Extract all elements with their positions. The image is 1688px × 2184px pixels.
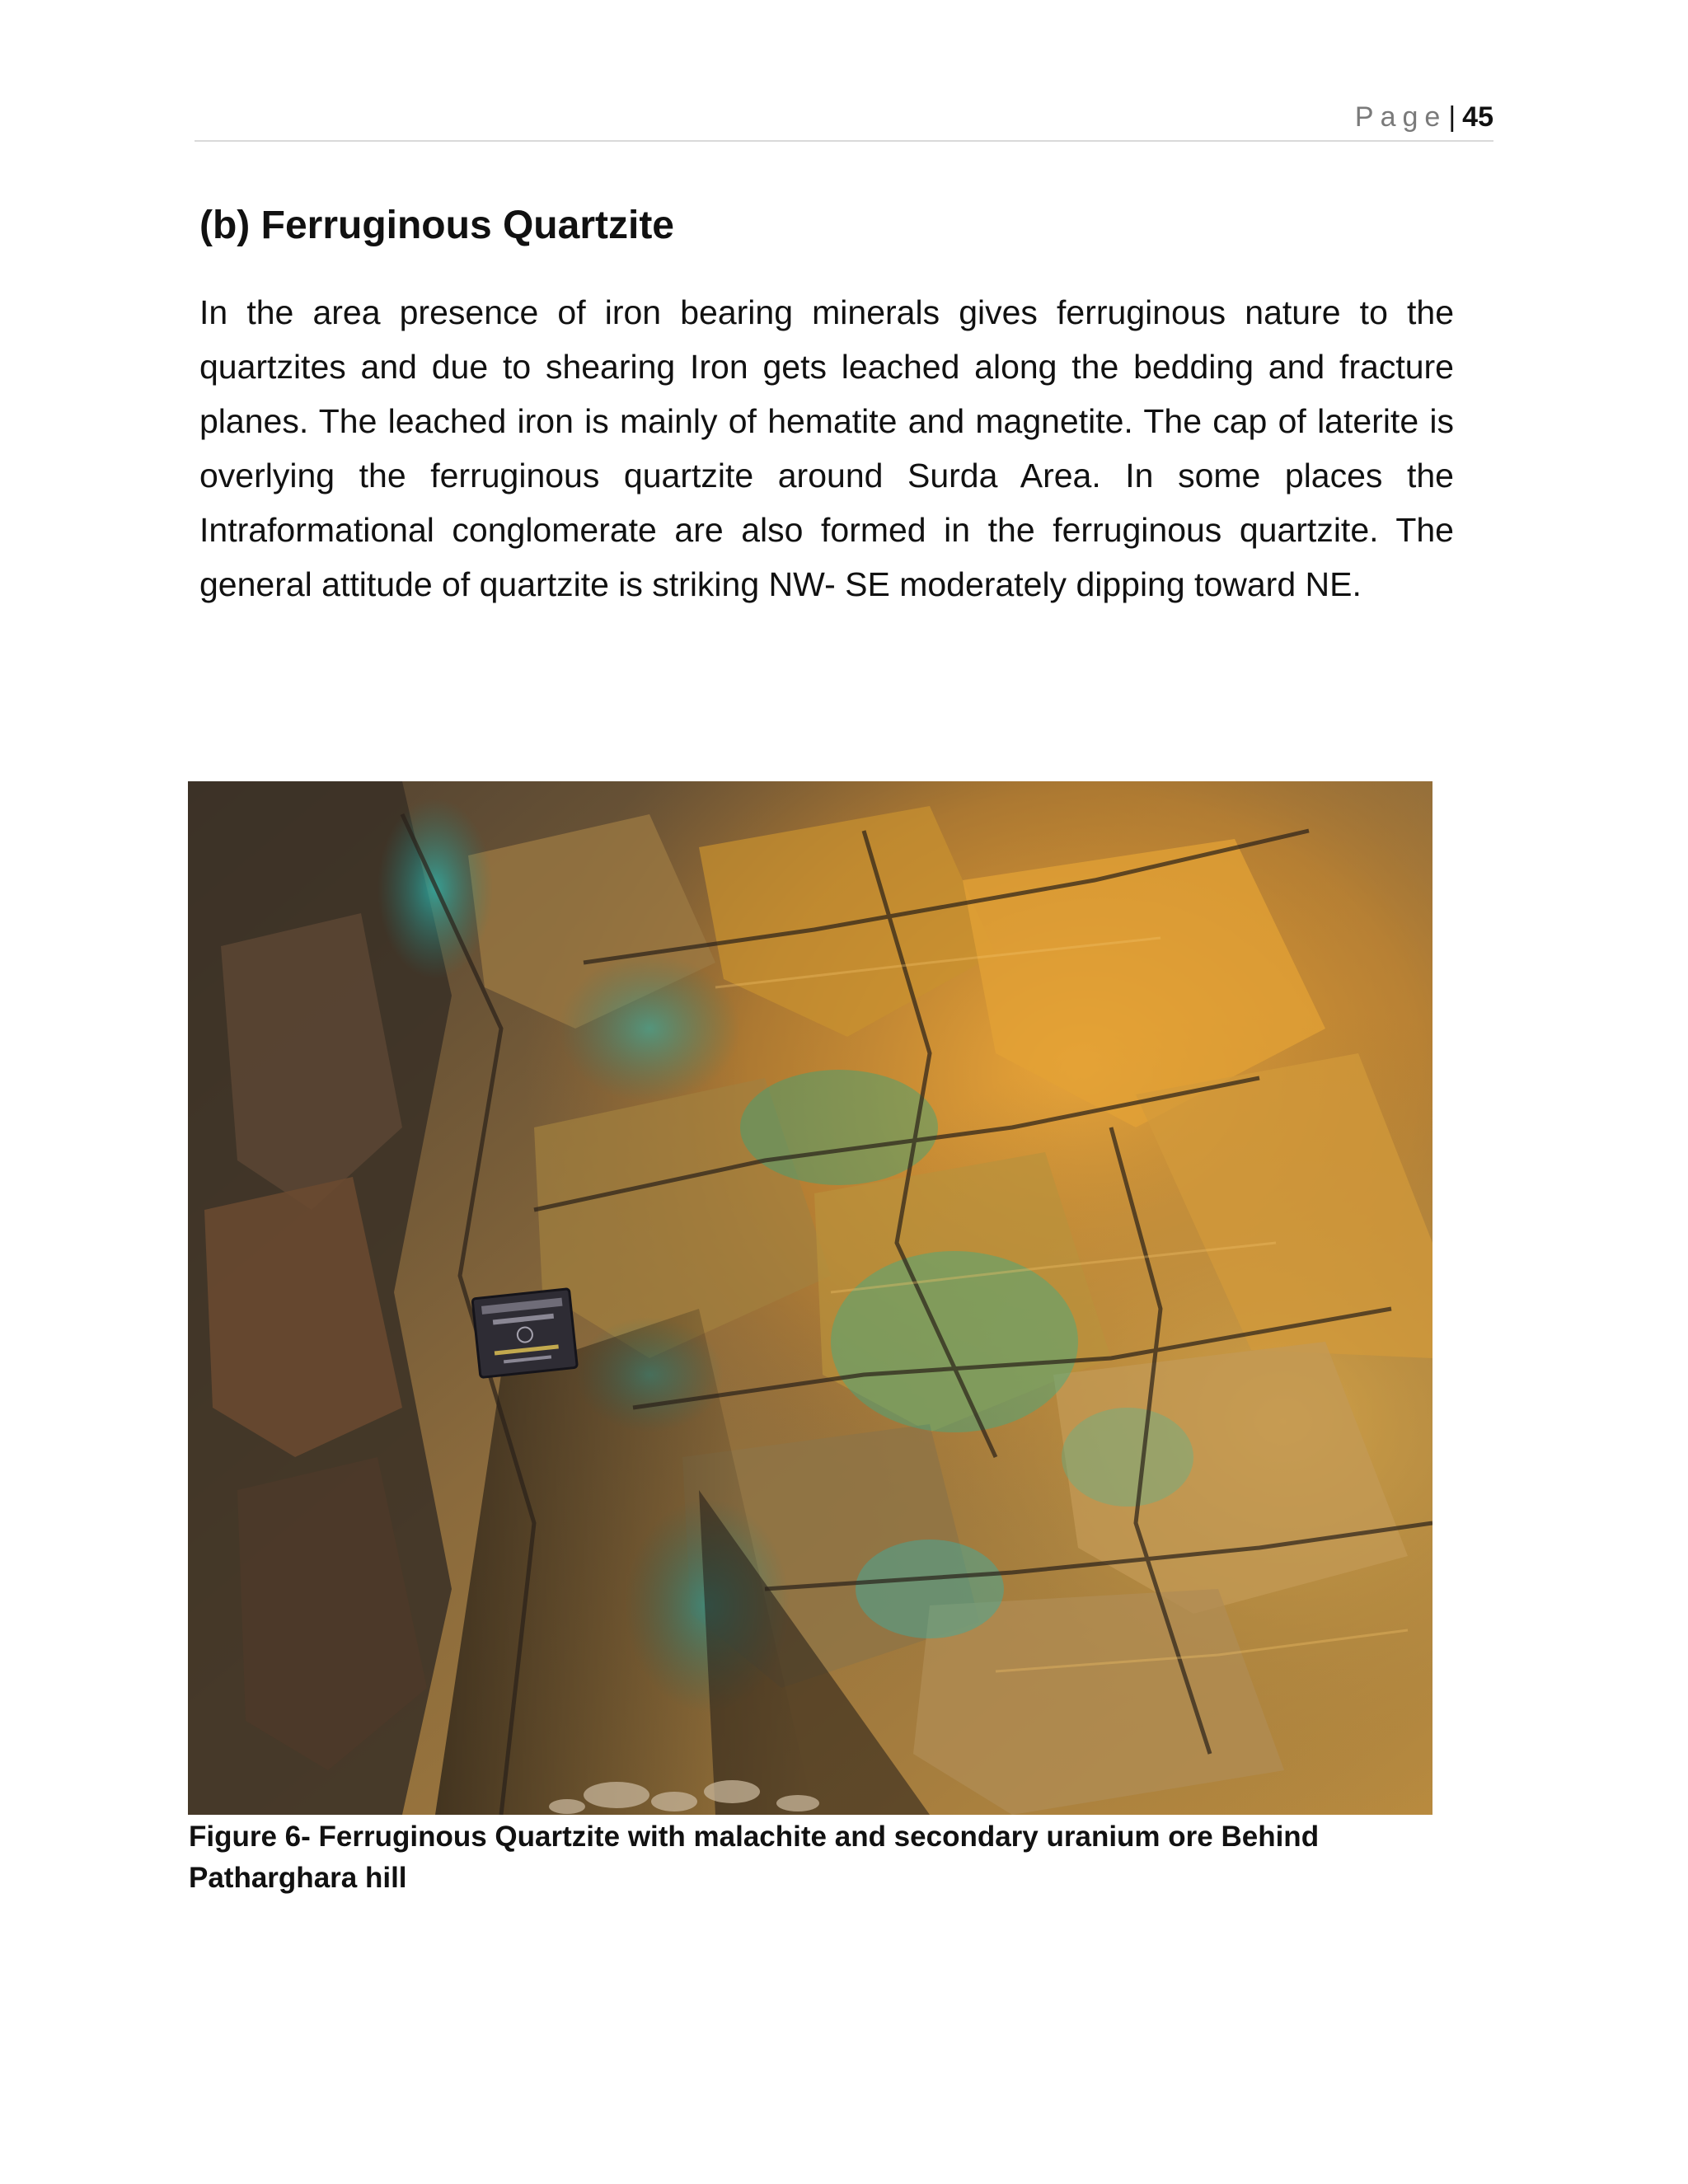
notebook-on-rock	[472, 1289, 577, 1378]
page-number: 45	[1462, 101, 1493, 133]
figure-caption: Figure 6- Ferruginous Quartzite with malachite and secondary uranium ore Behind Patharghara hill	[189, 1821, 1320, 1894]
page-number-label	[1355, 101, 1493, 134]
page-word: Page	[1354, 101, 1447, 133]
rock-photo-illustration	[188, 781, 1432, 1815]
page-header	[195, 96, 1493, 142]
rock-outcrop-photo	[188, 781, 1432, 1815]
section-paragraph: In the area presence of iron bearing minerals gives ferruginous nature to the quartzites and due to shearing Iron gets leached along the bedding and fracture planes. The leached iron is mainly of hematite and magnetite. The cap of laterite is overlying the ferruginous quartzite around Surda Area. In some places the Intraformational conglomerate are also formed in the ferruginous quartzite. The general attitude of quartzite is striking NW- SE moderately dipping toward NE.	[199, 293, 1454, 603]
section-title: (b) Ferruginous Quartzite	[199, 204, 674, 247]
page-separator: |	[1448, 101, 1456, 133]
